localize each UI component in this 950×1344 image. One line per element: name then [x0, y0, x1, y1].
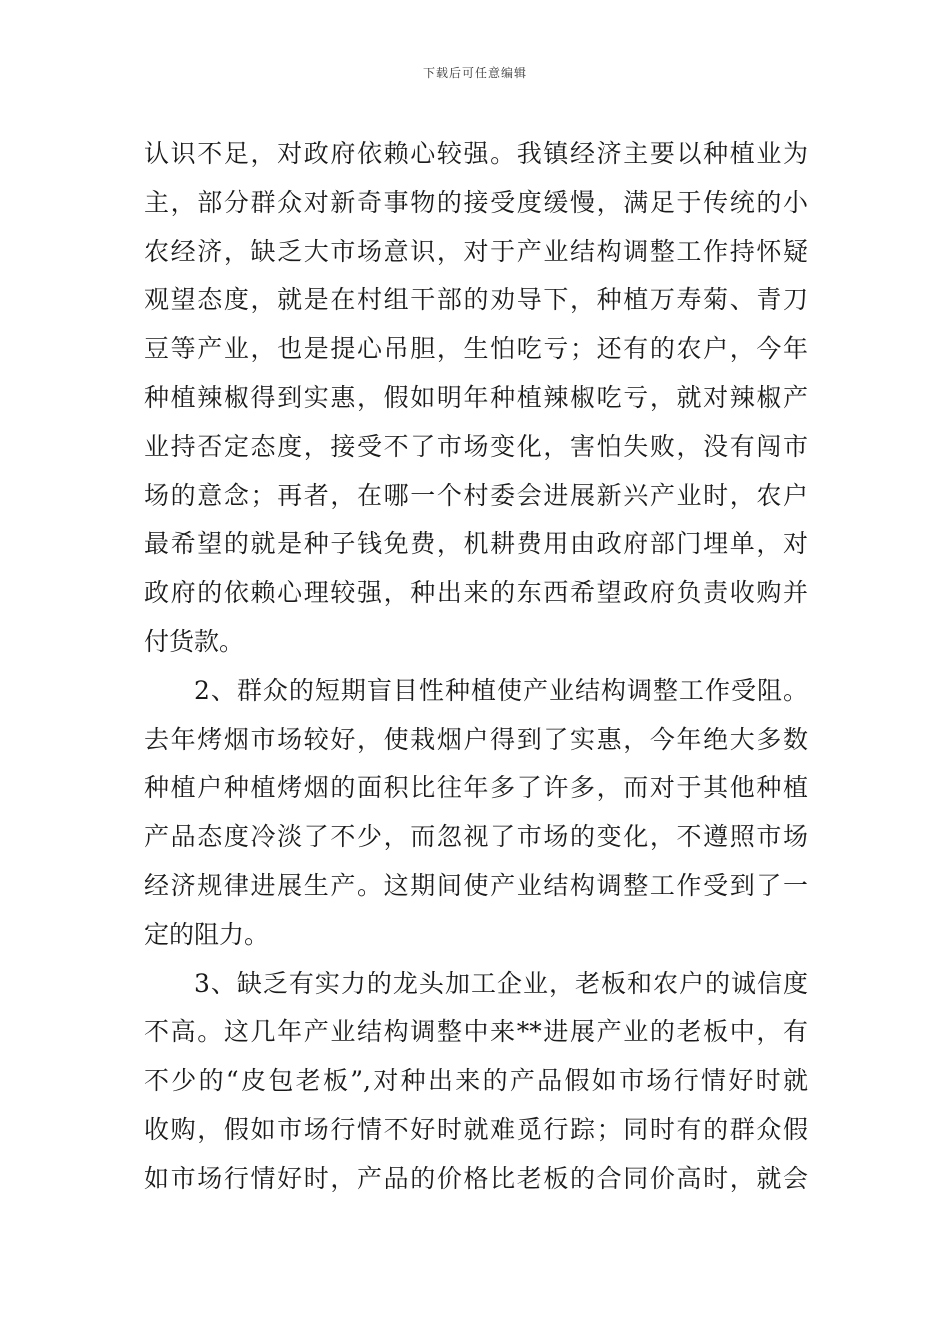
text-line: 种植户种植烤烟的面积比往年多了许多，而对于其他种植: [144, 773, 808, 803]
document-body: [144, 130, 808, 1204]
paragraph-2: [144, 667, 808, 960]
text-line: 豆等产业，也是提心吊胆，生怕吃亏；还有的农户，今年: [144, 334, 808, 364]
text-line: 2、群众的短期盲目性种植使产业结构调整工作受阻。: [194, 675, 808, 705]
text-line: 业持否定态度，接受不了市场变化，害怕失败，没有闯市: [144, 431, 808, 461]
text-line: 场的意念；再者，在哪一个村委会进展新兴产业时，农户: [144, 480, 808, 510]
text-line: 观望态度，就是在村组干部的劝导下，种植万寿菊、青刀: [144, 285, 808, 315]
text-line: 去年烤烟市场较好，使栽烟户得到了实惠，今年绝大多数: [144, 724, 808, 754]
paragraph-1: [144, 130, 808, 667]
page-header: 下载后可任意编辑: [422, 66, 527, 80]
text-line: 不高。这几年产业结构调整中来**进展产业的老板中，有: [144, 1017, 808, 1047]
text-line: 不少的“皮包老板”,对种出来的产品假如市场行情好时就: [144, 1066, 808, 1096]
text-line: 付货款。: [144, 626, 245, 656]
text-line: 最希望的就是种子钱免费，机耕费用由政府部门埋单，对: [144, 529, 808, 559]
text-line: 认识不足，对政府依赖心较强。我镇经济主要以种植业为: [144, 139, 808, 168]
text-line: 经济规律进展生产。这期间使产业结构调整工作受到了一: [144, 870, 808, 900]
paragraph-3: [144, 960, 808, 1204]
text-line: 农经济，缺乏大市场意识，对于产业结构调整工作持怀疑: [144, 236, 808, 266]
text-line: 定的阻力。: [144, 919, 270, 949]
text-line: 政府的依赖心理较强，种出来的东西希望政府负责收购并: [144, 578, 808, 608]
text-line: 种植辣椒得到实惠，假如明年种植辣椒吃亏，就对辣椒产: [144, 382, 808, 412]
text-line: 主，部分群众对新奇事物的接受度缓慢，满足于传统的小: [144, 187, 808, 217]
text-line: 产品态度冷淡了不少，而忽视了市场的变化，不遵照市场: [144, 822, 808, 852]
text-line: 3、缺乏有实力的龙头加工企业，老板和农户的诚信度: [194, 968, 808, 998]
text-line: 如市场行情好时，产品的价格比老板的合同价高时，就会: [144, 1163, 808, 1193]
text-line: 收购，假如市场行情不好时就难觅行踪；同时有的群众假: [144, 1114, 808, 1144]
